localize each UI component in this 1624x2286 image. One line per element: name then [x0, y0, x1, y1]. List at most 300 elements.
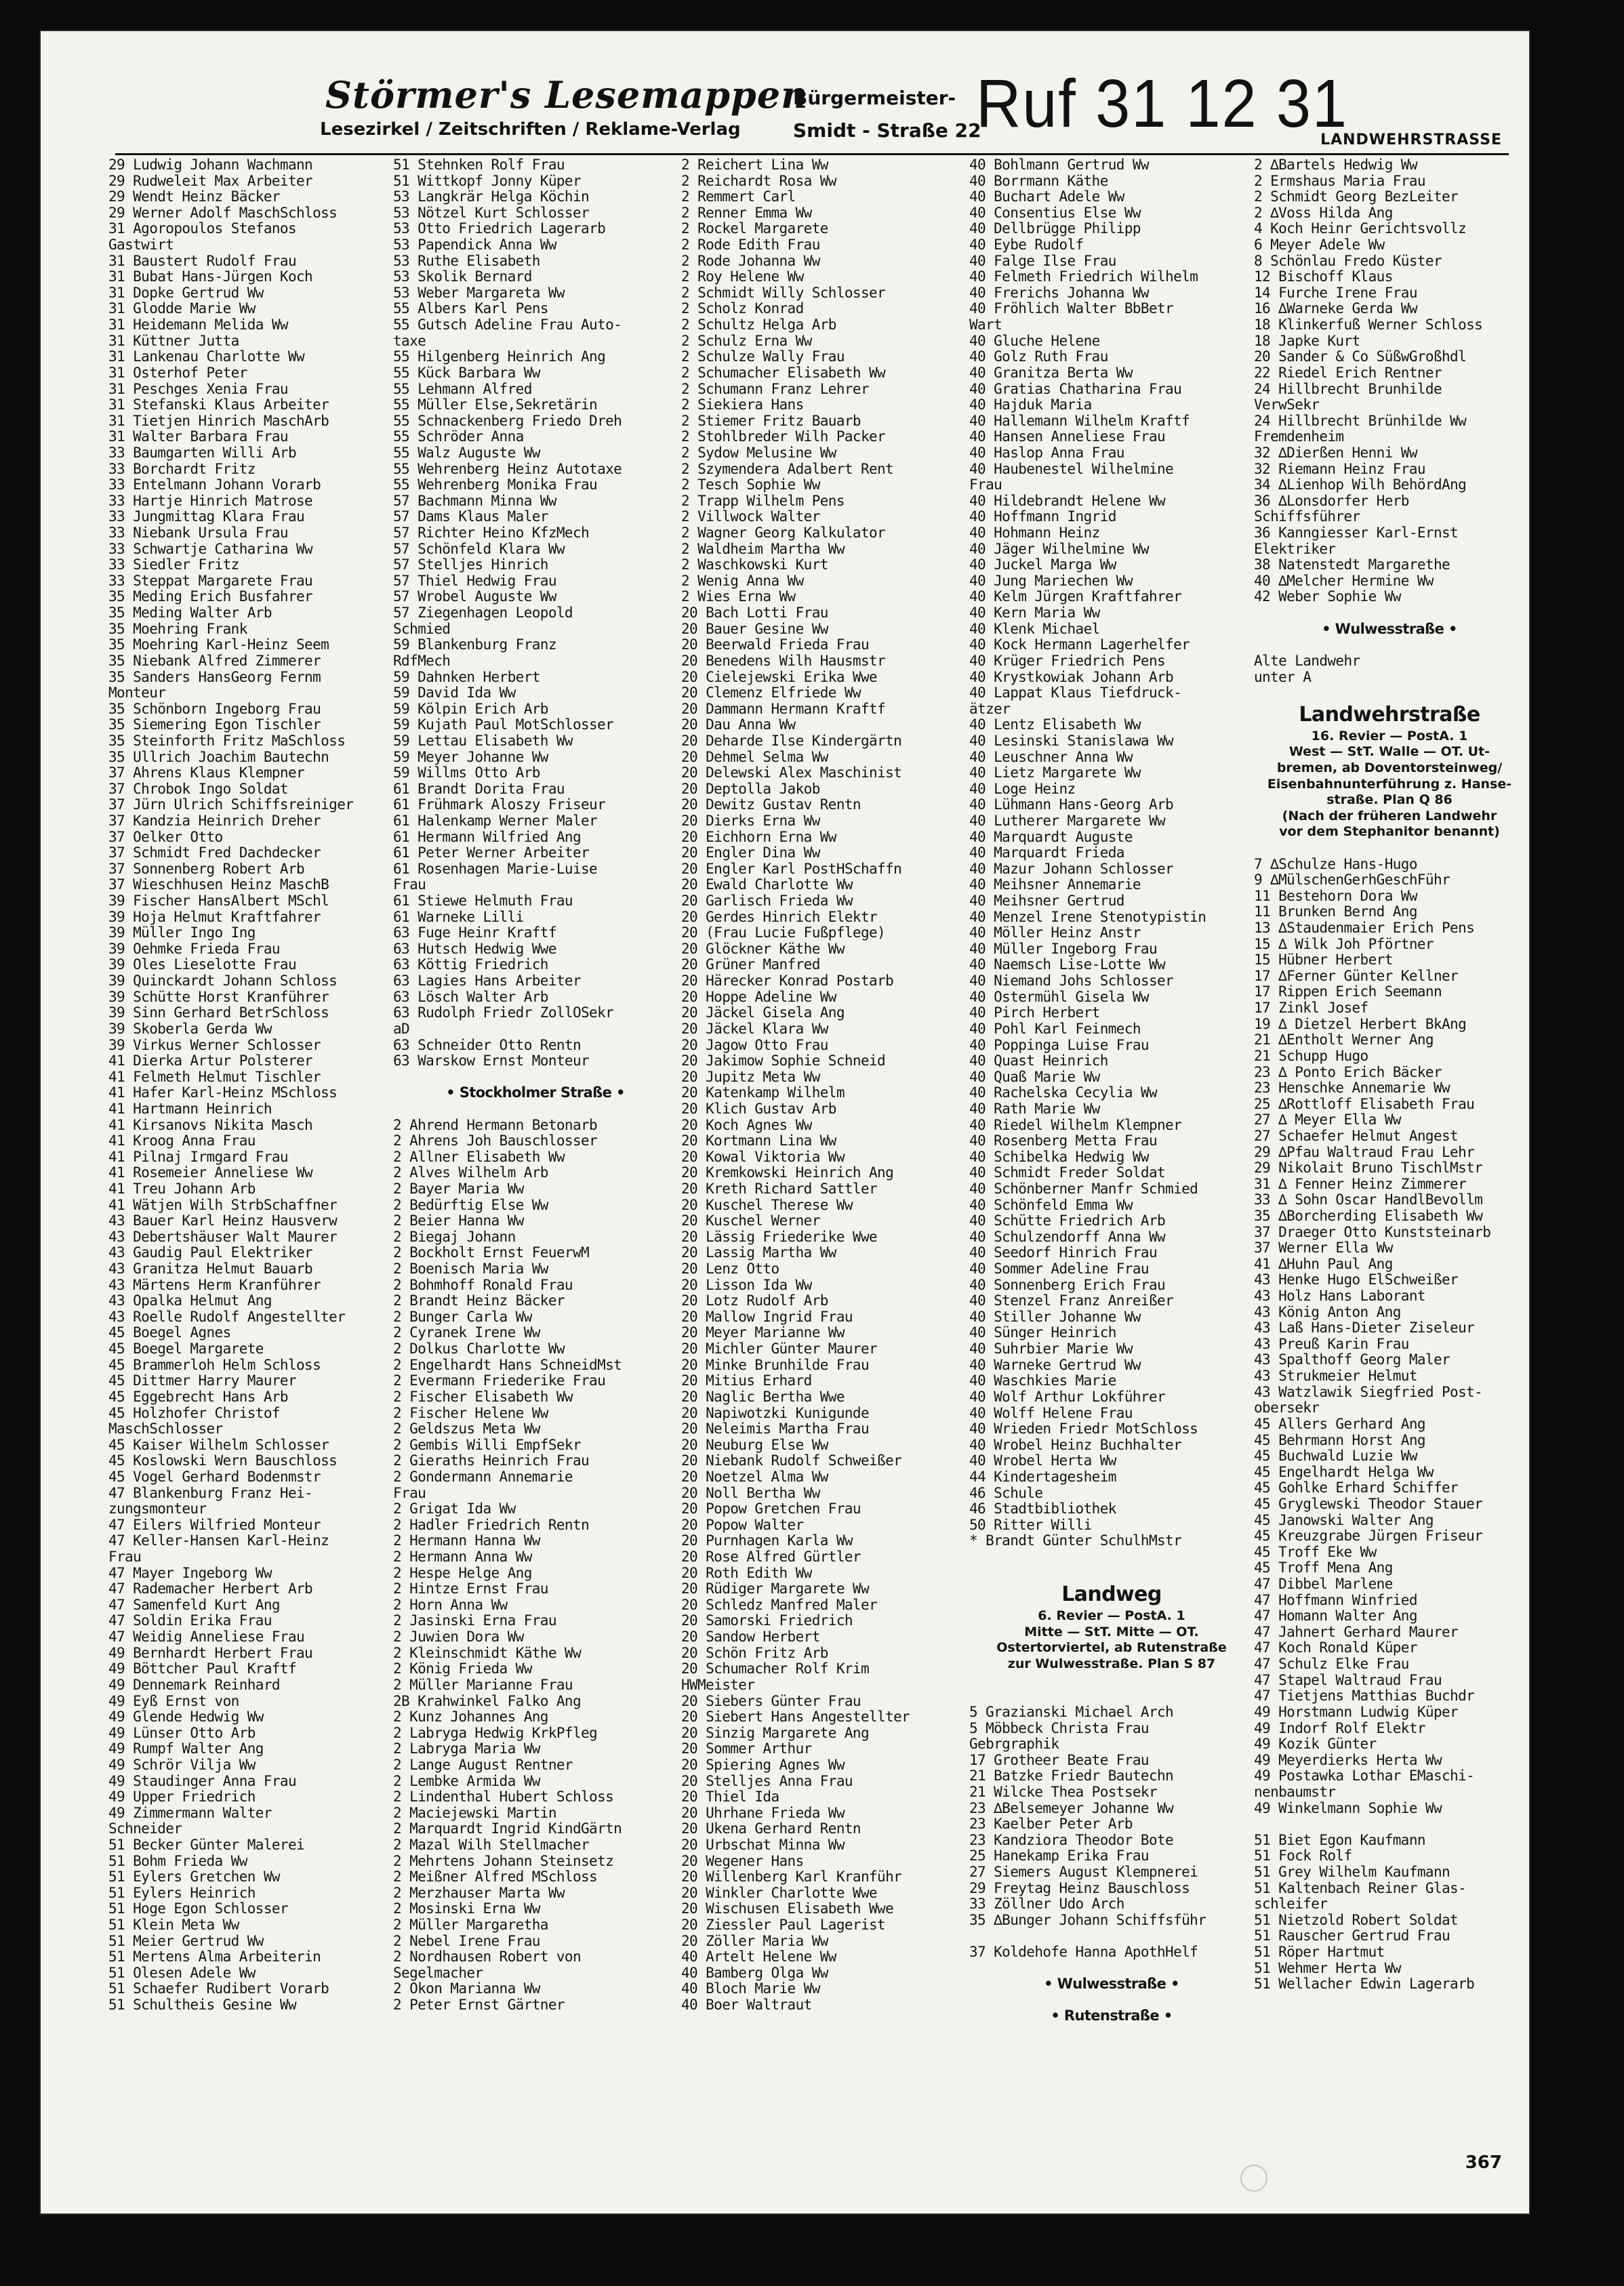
directory-entry: Schneider: [108, 1821, 182, 1837]
directory-entry: 63 Warskow Ernst Monteur: [393, 1053, 590, 1069]
directory-entry: 40 Schibelka Hedwig Ww: [969, 1149, 1149, 1165]
directory-entry: 47 Homann Walter Ang: [1254, 1608, 1417, 1625]
directory-entry: 61 Hermann Wilfried Ang: [393, 829, 581, 845]
directory-entry: 20 Spiering Agnes Ww: [681, 1757, 845, 1773]
directory-entry: 2 Scholz Konrad: [681, 301, 804, 317]
directory-entry: 40 Naemsch Lise-Lotte Ww: [969, 957, 1166, 973]
directory-entry: 20 Jupitz Meta Ww: [681, 1069, 820, 1085]
directory-entry: 40 Schütte Friedrich Arb: [969, 1213, 1166, 1229]
directory-entry: 2 Peter Ernst Gärtner: [393, 1997, 565, 2014]
directory-entry: 20 Deptolla Jakob: [681, 781, 820, 797]
directory-entry: 31 Heidemann Melida Ww: [108, 317, 288, 333]
directory-entry: 35 Sanders HansGeorg Fernm: [108, 669, 321, 685]
directory-entry: 20 Härecker Konrad Postarb: [681, 973, 894, 989]
directory-entry: 41 Rosemeier Anneliese Ww: [108, 1165, 313, 1181]
directory-entry: 20 Siebers Günter Frau: [681, 1693, 861, 1709]
directory-entry: 20 Lenz Otto: [681, 1261, 779, 1278]
directory-entry: 43 Spalthoff Georg Maler: [1254, 1352, 1450, 1368]
directory-entry: 43 Märtens Herm Kranführer: [108, 1277, 321, 1293]
directory-entry: 17 Zinkl Josef: [1254, 1000, 1368, 1017]
directory-entry: 51 Kaltenbach Reiner Glas-: [1254, 1880, 1467, 1896]
directory-entry: 36 Kanngiesser Karl-Ernst: [1254, 525, 1459, 542]
directory-entry: 47 Stapel Waltraud Frau: [1254, 1672, 1442, 1688]
directory-entry: 2 ∆Bartels Hedwig Ww: [1254, 157, 1417, 173]
directory-entry: 21 Wilcke Thea Postsekr: [969, 1784, 1157, 1800]
directory-entry: 23 ∆Belsemeyer Johanne Ww: [969, 1800, 1174, 1816]
directory-entry: 2 Rode Edith Frau: [681, 237, 820, 253]
directory-entry: 2 Beier Hanna Ww: [393, 1213, 524, 1229]
directory-entry: 47 Samenfeld Kurt Ang: [108, 1597, 280, 1613]
directory-entry: 40 Hajduk Maria: [969, 397, 1092, 413]
directory-entry: 2 Bohmhoff Ronald Frau: [393, 1277, 573, 1293]
directory-entry: 29 ∆Pfau Waltraud Frau Lehr: [1254, 1144, 1475, 1160]
directory-entry: 46 Stadtbibliothek: [969, 1501, 1116, 1517]
directory-entry: 33 Schwartje Catharina Ww: [108, 541, 313, 557]
directory-entry: 31 Stefanski Klaus Arbeiter: [108, 397, 329, 413]
directory-entry: 40 Rath Marie Ww: [969, 1101, 1100, 1117]
directory-entry: 20 Hoppe Adeline Ww: [681, 989, 836, 1005]
directory-entry: 2 Ermshaus Maria Frau: [1254, 173, 1425, 189]
directory-entry: 40 Lappat Klaus Tiefdruck-: [969, 685, 1182, 701]
directory-entry: 59 Lettau Elisabeth Ww: [393, 733, 573, 749]
directory-entry: 20 Dewitz Gustav Rentn: [681, 797, 861, 813]
directory-entry: 57 Wrobel Auguste Ww: [393, 589, 556, 605]
directory-entry: 51 Biet Egon Kaufmann: [1254, 1832, 1425, 1848]
directory-entry: 47 Hoffmann Winfried: [1254, 1592, 1417, 1608]
directory-entry: 51 Mertens Alma Arbeiterin: [108, 1949, 321, 1965]
directory-entry: 40 Frerichs Johanna Ww: [969, 285, 1149, 301]
directory-entry: 59 Meyer Johanne Ww: [393, 749, 548, 765]
directory-entry: 2 Labryga Maria Ww: [393, 1741, 540, 1757]
directory-entry: 20 Lässig Friederike Wwe: [681, 1229, 878, 1245]
address-line-2: Smidt - Straße 22: [793, 119, 981, 142]
directory-entry: 39 Skoberla Gerda Ww: [108, 1021, 272, 1037]
directory-entry: 40 Krüger Friedrich Pens: [969, 653, 1166, 669]
directory-entry: 40 Warneke Gertrud Ww: [969, 1357, 1141, 1373]
directory-entry: 2 Bayer Maria Ww: [393, 1181, 524, 1197]
directory-entry: 61 Frühmark Aloszy Friseur: [393, 797, 606, 813]
directory-entry: 51 Schaefer Rudibert Vorarb: [108, 1981, 329, 1997]
directory-entry: 17 Rippen Erich Seemann: [1254, 984, 1442, 1000]
directory-entry: 23 Kaelber Peter Arb: [969, 1816, 1133, 1833]
directory-entry: 40 Gluche Helene: [969, 333, 1100, 349]
directory-entry: 53 Ruthe Elisabeth: [393, 253, 540, 269]
directory-entry: 49 Indorf Rolf Elektr: [1254, 1720, 1425, 1736]
directory-entry: 55 Lehmann Alfred: [393, 381, 532, 397]
directory-entry: 2 Mosinski Erna Ww: [393, 1901, 540, 1917]
directory-entry: 40 Stiller Johanne Ww: [969, 1309, 1141, 1325]
directory-entry: 46 Schule: [969, 1485, 1043, 1501]
directory-entry: 45 Boegel Agnes: [108, 1325, 231, 1341]
spacer: [1254, 605, 1525, 621]
directory-entry: 40 Hildebrandt Helene Ww: [969, 493, 1166, 509]
directory-entry: 15 Hübner Herbert: [1254, 952, 1393, 968]
directory-entry: 20 Kremkowski Heinrich Ang: [681, 1165, 894, 1181]
directory-entry: 2 Allner Elisabeth Ww: [393, 1149, 565, 1165]
directory-entry: 2 Grigat Ida Ww: [393, 1501, 516, 1517]
directory-entry: 47 Schulz Elke Frau: [1254, 1656, 1409, 1673]
directory-entry: 33 Baumgarten Willi Arb: [108, 445, 296, 461]
directory-entry: 43 Opalka Helmut Ang: [108, 1293, 272, 1309]
directory-entry: 59 Kujath Paul MotSchlosser: [393, 717, 614, 733]
directory-entry: 37 Wieschhusen Heinz MaschB: [108, 877, 329, 893]
directory-entry: 43 Granitza Helmut Bauarb: [108, 1261, 313, 1278]
directory-entry: 33 Niebank Ursula Frau: [108, 525, 288, 542]
directory-entry: 49 Bernhardt Herbert Frau: [108, 1645, 313, 1661]
directory-entry: 45 Gryglewski Theodor Stauer: [1254, 1496, 1483, 1512]
directory-entry: 20 Klich Gustav Arb: [681, 1101, 836, 1117]
punch-hole-mark: [1240, 2165, 1267, 2192]
directory-entry: 2 Nebel Irene Frau: [393, 1933, 540, 1949]
directory-entry: 40 Wrobel Herta Ww: [969, 1453, 1116, 1469]
directory-entry: 40 Quast Heinrich: [969, 1053, 1108, 1069]
directory-entry: 20 Naglic Bertha Wwe: [681, 1389, 845, 1405]
directory-entry: 20 Kuschel Therese Ww: [681, 1197, 853, 1213]
directory-entry: 47 Tietjens Matthias Buchdr: [1254, 1688, 1475, 1705]
directory-entry: 2 Marquardt Ingrid KindGärtn: [393, 1821, 622, 1837]
spacer: [969, 1928, 1254, 1944]
directory-entry: 36 ∆Lonsdorfer Herb: [1254, 493, 1409, 509]
directory-entry: 34 ∆Lienhop Wilh BehördAng: [1254, 477, 1467, 493]
directory-entry: 55 Walz Auguste Ww: [393, 445, 540, 461]
directory-entry: 2 Hermann Hanna Ww: [393, 1533, 540, 1549]
directory-entry: 2 Hintze Ernst Frau: [393, 1581, 548, 1597]
directory-entry: 40 Rosenberg Metta Frau: [969, 1133, 1157, 1149]
directory-entry: 40 Kern Maria Ww: [969, 605, 1100, 621]
directory-entry: 20 Bauer Gesine Ww: [681, 621, 828, 637]
directory-entry: 40 Sonnenberg Erich Frau: [969, 1277, 1166, 1293]
directory-entry: 40 Hohmann Heinz: [969, 525, 1100, 542]
directory-entry: 37 Chrobok Ingo Soldat: [108, 781, 288, 797]
directory-entry: 47 Jahnert Gerhard Maurer: [1254, 1624, 1459, 1640]
directory-entry: 20 Deharde Ilse Kindergärtn: [681, 733, 902, 749]
phone-number: Ruf 31 12 31: [976, 66, 1348, 142]
directory-entry: 20 Napiwotzki Kunigunde: [681, 1405, 869, 1421]
directory-entry: 20 Katenkamp Wilhelm: [681, 1085, 845, 1101]
directory-entry: 27 Siemers August Klempnerei: [969, 1864, 1198, 1880]
directory-entry: 37 Schmidt Fred Dachdecker: [108, 845, 321, 861]
directory-entry: 43 Preuß Karin Frau: [1254, 1336, 1409, 1352]
directory-entry: 20 Lassig Martha Ww: [681, 1245, 836, 1261]
directory-entry: 40 Müller Ingeborg Frau: [969, 941, 1157, 957]
directory-entry: 59 David Ida Ww: [393, 685, 516, 701]
directory-entry: 2 Reichert Lina Ww: [681, 157, 828, 173]
directory-entry: 31 Küttner Jutta: [108, 333, 239, 349]
directory-entry: Alte Landwehr: [1254, 653, 1360, 669]
directory-entry: 20 (Frau Lucie Fußpflege): [681, 925, 886, 941]
directory-entry: 61 Peter Werner Arbeiter: [393, 845, 590, 861]
directory-entry: 57 Bachmann Minna Ww: [393, 493, 556, 509]
directory-entry: 31 Agoropoulos Stefanos: [108, 221, 296, 237]
directory-entry: 20 Dierks Erna Ww: [681, 813, 820, 829]
spacer: [393, 1101, 678, 1118]
directory-entry: 39 Fischer HansAlbert MSchl: [108, 893, 329, 910]
directory-entry: 43 Henke Hugo ElSchweißer: [1254, 1272, 1459, 1288]
directory-entry: 51 Eylers Heinrich: [108, 1885, 256, 1901]
directory-entry: 53 Nötzel Kurt Schlosser: [393, 205, 590, 221]
directory-entry: 40 Bohlmann Gertrud Ww: [969, 157, 1149, 173]
directory-entry: 20 Sommer Arthur: [681, 1741, 812, 1757]
directory-entry: 45 Eggebrecht Hans Arb: [108, 1389, 288, 1405]
directory-entry: 20 Willenberg Karl Kranführ: [681, 1869, 902, 1885]
directory-entry: 2 Lembke Armida Ww: [393, 1773, 540, 1789]
column-3: [681, 157, 962, 2014]
directory-entry: 20 Minke Brunhilde Frau: [681, 1357, 869, 1373]
directory-entry: aD: [393, 1021, 410, 1037]
directory-entry: 57 Ziegenhagen Leopold: [393, 605, 573, 621]
directory-entry: 45 Vogel Gerhard Bodenmstr: [108, 1469, 321, 1485]
directory-entry: 2 Müller Margaretha: [393, 1917, 548, 1934]
directory-entry: 40 Ostermühl Gisela Ww: [969, 989, 1149, 1005]
directory-entry: 47 Blankenburg Franz Hei-: [108, 1485, 313, 1501]
directory-entry: 33 Zöllner Udo Arch: [969, 1896, 1124, 1913]
directory-entry: 45 Buchwald Luzie Ww: [1254, 1448, 1417, 1465]
directory-entry: zungsmonteur: [108, 1501, 207, 1517]
street-info-line: (Nach der früheren Landwehr: [1282, 808, 1497, 823]
directory-entry: 20 Grüner Manfred: [681, 957, 820, 973]
directory-entry: 40 Lesinski Stanislawa Ww: [969, 733, 1174, 749]
directory-entry: 39 Oehmke Frieda Frau: [108, 941, 280, 957]
directory-entry: 2 Rode Johanna Ww: [681, 253, 820, 269]
directory-entry: 2 Hespe Helge Ang: [393, 1565, 532, 1581]
directory-entry: 55 Schnackenberg Friedo Dreh: [393, 413, 622, 429]
directory-entry: 31 Peschges Xenia Frau: [108, 381, 288, 397]
directory-entry: Elektriker: [1254, 541, 1336, 557]
directory-entry: 49 Winkelmann Sophie Ww: [1254, 1800, 1442, 1816]
directory-entry: 2 Bedürftig Else Ww: [393, 1197, 548, 1213]
directory-entry: 20 Lotz Rudolf Arb: [681, 1293, 828, 1309]
directory-entry: 59 Kölpin Erich Arb: [393, 701, 548, 717]
directory-entry: 20 Engler Dina Ww: [681, 845, 820, 861]
directory-entry: 20 Kuschel Werner: [681, 1213, 820, 1229]
directory-entry: 2 Wies Erna Ww: [681, 589, 796, 605]
directory-entry: 55 Kück Barbara Ww: [393, 365, 540, 381]
directory-entry: 49 Horstmann Ludwig Küper: [1254, 1704, 1459, 1720]
directory-entry: 39 Quinckardt Johann Schloss: [108, 973, 338, 989]
directory-entry: 53 Otto Friedrich Lagerarb: [393, 221, 606, 237]
directory-entry: 40 Rachelska Cecylia Ww: [969, 1085, 1157, 1101]
directory-entry: 53 Weber Margareta Ww: [393, 285, 565, 301]
directory-entry: 63 Fuge Heinr Kraftf: [393, 925, 556, 941]
directory-entry: 33 ∆ Sohn Oscar HandlBevollm: [1254, 1192, 1483, 1208]
directory-entry: Wart: [969, 317, 1002, 333]
directory-entry: 20 Schön Fritz Arb: [681, 1645, 828, 1661]
directory-entry: 39 Hoja Helmut Kraftfahrer: [108, 909, 321, 925]
directory-entry: 40 Lentz Elisabeth Ww: [969, 717, 1141, 733]
directory-entry: 2 Engelhardt Hans SchneidMst: [393, 1357, 622, 1373]
directory-entry: 40 Marquardt Auguste: [969, 829, 1133, 845]
directory-entry: 61 Stiewe Helmuth Frau: [393, 893, 573, 910]
directory-entry: 40 Krystkowiak Johann Arb: [969, 669, 1174, 685]
directory-entry: 20 Sandow Herbert: [681, 1629, 820, 1646]
directory-entry: 20 Clemenz Elfriede Ww: [681, 685, 861, 701]
directory-entry: 45 Kreuzgrabe Jürgen Friseur: [1254, 1528, 1483, 1545]
directory-entry: 20 Noll Bertha Ww: [681, 1485, 820, 1501]
directory-entry: 2 Renner Emma Ww: [681, 205, 812, 221]
directory-entry: 20 Jakimow Sophie Schneid: [681, 1053, 886, 1069]
directory-entry: 20 Schumacher Rolf Krim: [681, 1661, 869, 1677]
directory-entry: 40 Menzel Irene Stenotypistin: [969, 909, 1206, 925]
directory-entry: 45 Allers Gerhard Ang: [1254, 1416, 1425, 1432]
directory-entry: 40 Waschkies Marie: [969, 1373, 1116, 1389]
directory-entry: 29 Wendt Heinz Bäcker: [108, 189, 280, 205]
directory-entry: 31 Tietjen Hinrich MaschArb: [108, 413, 329, 429]
directory-entry: 42 Weber Sophie Ww: [1254, 589, 1401, 605]
street-info-line: vor dem Stephanitor benannt): [1279, 824, 1500, 840]
spacer: [969, 1961, 1254, 1977]
street-section-marker: • Rutenstraße •: [1051, 2008, 1173, 2024]
directory-entry: 20 Popow Walter: [681, 1517, 804, 1533]
directory-entry: nenbaumstr: [1254, 1784, 1336, 1800]
directory-entry: Frau: [393, 1485, 426, 1501]
directory-entry: 2 Geldszus Meta Ww: [393, 1421, 540, 1437]
directory-entry: 51 Fock Rolf: [1254, 1848, 1352, 1864]
street-info-line: bremen, ab Doventorsteinweg/: [1276, 760, 1503, 775]
directory-entry: 29 Nikolait Bruno TischlMstr: [1254, 1160, 1483, 1177]
directory-entry: 20 Rose Alfred Gürtler: [681, 1549, 861, 1566]
directory-entry: 2 ∆Voss Hilda Ang: [1254, 205, 1393, 221]
directory-entry: 31 Baustert Rudolf Frau: [108, 253, 296, 269]
directory-entry: 29 Freytag Heinz Bauschloss: [969, 1880, 1190, 1896]
directory-entry: 2 Müller Marianne Frau: [393, 1677, 573, 1693]
directory-entry: 25 Hanekamp Erika Frau: [969, 1848, 1149, 1864]
directory-entry: 20 Neleimis Martha Frau: [681, 1421, 869, 1437]
directory-entry: 20 Dammann Hermann Kraftf: [681, 701, 886, 717]
directory-entry: 20 Ziessler Paul Lagerist: [681, 1917, 886, 1934]
directory-entry: 2 Mehrtens Johann Steinsetz: [393, 1853, 614, 1869]
directory-entry: 61 Brandt Dorita Frau: [393, 781, 565, 797]
directory-entry: 57 Stelljes Hinrich: [393, 557, 548, 573]
directory-entry: 20 Ukena Gerhard Rentn: [681, 1821, 861, 1837]
directory-entry: 40 Mazur Johann Schlosser: [969, 861, 1174, 877]
directory-entry: 2 Biegaj Johann: [393, 1229, 516, 1245]
directory-entry: 57 Schönfeld Klara Ww: [393, 541, 565, 557]
directory-entry: 40 Juckel Marga Ww: [969, 557, 1116, 573]
directory-entry: 51 Röper Hartmut: [1254, 1944, 1385, 1961]
directory-entry: 43 Strukmeier Helmut: [1254, 1368, 1417, 1385]
directory-entry: 20 Noetzel Alma Ww: [681, 1469, 828, 1485]
directory-entry: 55 Albers Karl Pens: [393, 301, 548, 317]
directory-entry: 33 Steppat Margarete Frau: [108, 573, 313, 589]
directory-entry: 18 Klinkerfuß Werner Schloss: [1254, 317, 1483, 333]
directory-entry: 33 Jungmittag Klara Frau: [108, 509, 305, 525]
directory-entry: Monteur: [108, 685, 166, 701]
directory-entry: 16 ∆Warneke Gerda Ww: [1254, 301, 1417, 317]
directory-entry: 25 ∆Rottloff Elisabeth Frau: [1254, 1096, 1475, 1112]
directory-entry: 43 Laß Hans-Dieter Ziseleur: [1254, 1320, 1475, 1336]
directory-entry: 2 Ahrens Joh Bauschlosser: [393, 1133, 598, 1149]
directory-entry: Frau: [969, 477, 1002, 493]
directory-entry: 35 Siemering Egon Tischler: [108, 717, 321, 733]
directory-entry: 40 Lühmann Hans-Georg Arb: [969, 797, 1174, 813]
directory-entry: 2 Siekiera Hans: [681, 397, 804, 413]
directory-entry: 20 Jäckel Klara Ww: [681, 1021, 828, 1037]
directory-entry: 40 Meihsner Annemarie: [969, 877, 1141, 893]
street-info-line: zur Wulwesstraße. Plan S 87: [1007, 1656, 1216, 1672]
street-info-line: straße. Plan Q 86: [1326, 792, 1453, 808]
directory-entry: 40 Schmidt Freder Soldat: [969, 1165, 1166, 1181]
directory-entry: 59 Willms Otto Arb: [393, 765, 540, 781]
directory-entry: 2 Wagner Georg Kalkulator: [681, 525, 886, 542]
directory-entry: 18 Japke Kurt: [1254, 333, 1360, 349]
directory-entry: 20 Kortmann Lina Ww: [681, 1133, 836, 1149]
directory-entry: 63 Köttig Friedrich: [393, 957, 548, 973]
street-heading: Landweg: [1061, 1583, 1162, 1607]
directory-entry: 29 Rudweleit Max Arbeiter: [108, 173, 313, 189]
directory-entry: 51 Bohm Frieda Ww: [108, 1853, 247, 1869]
directory-entry: 51 Klein Meta Ww: [108, 1917, 239, 1934]
directory-entry: 45 Engelhardt Helga Ww: [1254, 1464, 1434, 1480]
directory-entry: 41 Hartmann Heinrich: [108, 1101, 272, 1117]
directory-entry: 20 Glöckner Käthe Ww: [681, 941, 845, 957]
directory-entry: 20 Jagow Otto Frau: [681, 1037, 828, 1053]
running-street-label: LANDWEHRSTRASSE: [1320, 131, 1502, 148]
directory-entry: 20 Wischusen Elisabeth Wwe: [681, 1901, 894, 1917]
directory-entry: 20 Ewald Charlotte Ww: [681, 877, 853, 893]
directory-entry: 51 Schultheis Gesine Ww: [108, 1997, 296, 2014]
directory-entry: 45 Behrmann Horst Ang: [1254, 1432, 1425, 1448]
directory-entry: 40 Pirch Herbert: [969, 1005, 1100, 1021]
street-info-line: Mitte — StT. Mitte — OT.: [1024, 1624, 1199, 1639]
directory-entry: 20 Neuburg Else Ww: [681, 1437, 828, 1453]
directory-entry: Fremdenheim: [1254, 429, 1344, 445]
directory-entry: 2 Hermann Anna Ww: [393, 1549, 532, 1566]
directory-entry: 40 Lietz Margarete Ww: [969, 765, 1141, 781]
directory-entry: Schmied: [393, 621, 451, 637]
directory-entry: 20 Kreth Richard Sattler: [681, 1181, 878, 1197]
directory-entry: 49 Upper Friedrich: [108, 1789, 256, 1805]
directory-entry: 49 Postawka Lothar EMaschi-: [1254, 1768, 1475, 1784]
directory-entry: 40 Hansen Anneliese Frau: [969, 429, 1166, 445]
directory-entry: 41 Treu Johann Arb: [108, 1181, 256, 1197]
directory-entry: 40 Kelm Jürgen Kraftfahrer: [969, 589, 1182, 605]
directory-entry: 43 Watzlawik Siegfried Post-: [1254, 1384, 1483, 1400]
directory-entry: 11 Brunken Bernd Ang: [1254, 904, 1417, 920]
directory-entry: 33 Siedler Fritz: [108, 557, 239, 573]
directory-entry: 51 Olesen Adele Ww: [108, 1965, 256, 1981]
directory-entry: 23 ∆ Ponto Erich Bäcker: [1254, 1064, 1442, 1080]
directory-entry: 37 Oelker Otto: [108, 829, 223, 845]
directory-entry: 55 Hilgenberg Heinrich Ang: [393, 349, 606, 365]
directory-entry: 51 Wittkopf Jonny Küper: [393, 173, 581, 189]
directory-entry: 20 Garlisch Frieda Ww: [681, 893, 853, 910]
directory-entry: 31 ∆ Fenner Heinz Zimmerer: [1254, 1176, 1467, 1192]
directory-entry: 37 Werner Ella Ww: [1254, 1240, 1393, 1257]
directory-entry: 41 Kirsanovs Nikita Masch: [108, 1117, 313, 1133]
directory-entry: 45 Troff Mena Ang: [1254, 1560, 1393, 1576]
directory-entry: 2 Waschkowski Kurt: [681, 557, 828, 573]
directory-entry: 20 Samorski Friedrich: [681, 1613, 853, 1629]
directory-entry: Segelmacher: [393, 1965, 483, 1981]
directory-entry: 40 Kock Hermann Lagerhelfer: [969, 637, 1190, 653]
directory-entry: 15 ∆ Wilk Joh Pförtner: [1254, 936, 1434, 952]
directory-entry: 20 Meyer Marianne Ww: [681, 1325, 845, 1341]
directory-entry: 35 Moehring Frank: [108, 621, 247, 637]
directory-entry: 40 Falge Ilse Frau: [969, 253, 1116, 269]
directory-entry: 31 Walter Barbara Frau: [108, 429, 288, 445]
directory-entry: 23 Henschke Annemarie Ww: [1254, 1080, 1450, 1097]
directory-entry: 35 ∆Bunger Johann Schiffsführ: [969, 1912, 1206, 1928]
directory-entry: 40 Seedorf Hinrich Frau: [969, 1245, 1157, 1261]
directory-entry: 2 Schmidt Georg BezLeiter: [1254, 189, 1459, 205]
directory-entry: 61 Rosenhagen Marie-Luise: [393, 861, 598, 877]
directory-entry: 7 ∆Schulze Hans-Hugo: [1254, 856, 1417, 872]
directory-entry: 2 Gembis Willi EmpfSekr: [393, 1437, 581, 1453]
directory-entry: 55 Müller Else,Sekretärin: [393, 397, 598, 413]
spacer: [969, 1993, 1254, 2009]
directory-page: [41, 31, 1529, 2213]
directory-entry: 2 Cyranek Irene Ww: [393, 1325, 540, 1341]
